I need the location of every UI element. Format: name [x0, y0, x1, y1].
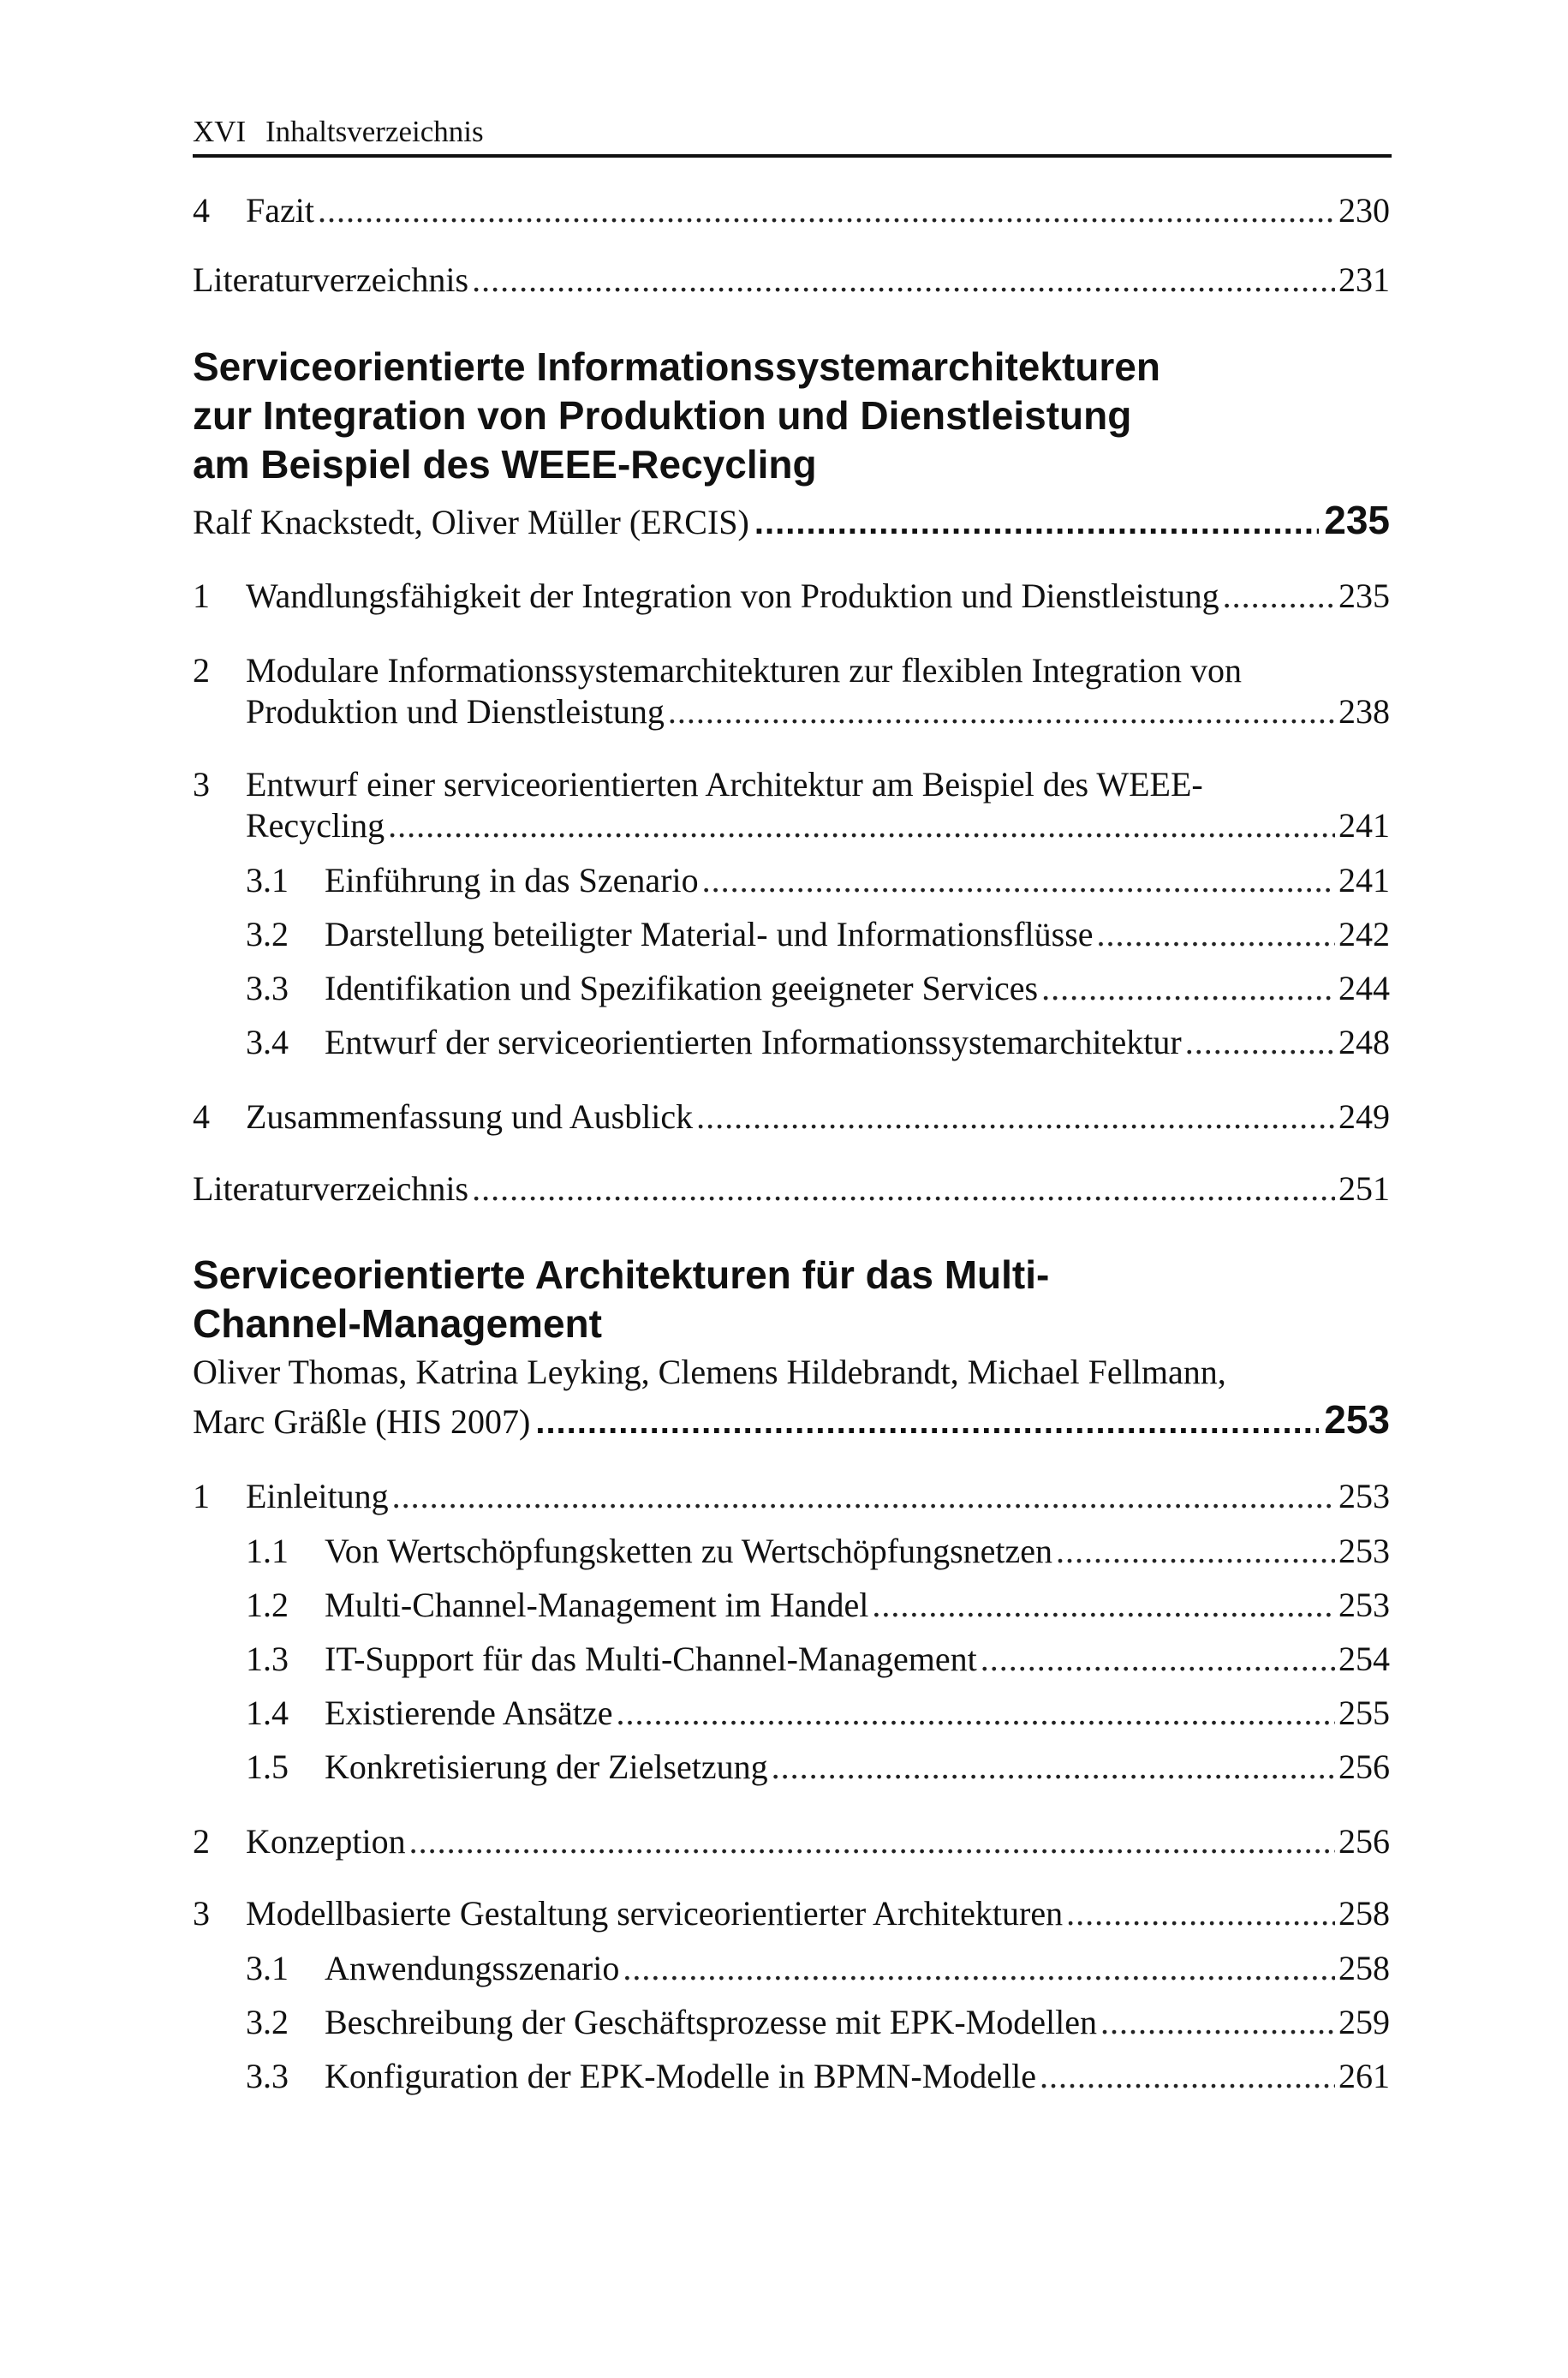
chapter-title-line: zur Integration von Produktion und Dienstleistung	[193, 393, 1132, 438]
leader-dots	[535, 1403, 1319, 1442]
entry-page: 256	[1338, 1822, 1390, 1861]
leader-dots	[872, 1585, 1335, 1626]
entry-number: 3.3	[246, 2057, 289, 2095]
entry-number: 3.2	[246, 915, 289, 953]
chapter-title-line: Channel-Management	[193, 1301, 602, 1346]
entry-page: 244	[1338, 969, 1390, 1007]
entry-page: 248	[1338, 1023, 1390, 1061]
toc-entry[interactable]	[193, 1476, 1390, 1517]
entry-title: Multi-Channel-Management im Handel	[325, 1586, 869, 1624]
entry-page: 230	[1338, 191, 1390, 230]
entry-page: 255	[1338, 1694, 1390, 1732]
entry-title: IT-Support für das Multi-Channel-Management	[325, 1640, 977, 1678]
chapter-authors-line: Oliver Thomas, Katrina Leyking, Clemens Hildebrandt, Michael Fellmann,	[193, 1353, 1226, 1391]
entry-page: 258	[1338, 1894, 1390, 1933]
toc-entry[interactable]	[193, 1168, 1390, 1210]
entry-page: 253	[1338, 1477, 1390, 1515]
leader-dots	[981, 1639, 1335, 1680]
leader-dots	[1040, 2056, 1335, 2097]
toc-subentry[interactable]	[246, 914, 1390, 955]
entry-page: 241	[1338, 861, 1390, 899]
entry-number: 2	[193, 651, 210, 690]
entry-title: Existierende Ansätze	[325, 1694, 613, 1732]
toc-subentry[interactable]	[246, 1693, 1390, 1734]
leader-dots	[754, 504, 1319, 542]
leader-dots	[318, 190, 1335, 231]
entry-page: 241	[1338, 806, 1390, 845]
toc-subentry[interactable]	[246, 968, 1390, 1009]
entry-number: 3.2	[246, 2003, 289, 2041]
entry-page: 259	[1338, 2003, 1390, 2041]
entry-page: 238	[1338, 692, 1390, 731]
entry-title: Modellbasierte Gestaltung serviceorientierter Architekturen	[246, 1894, 1064, 1933]
entry-title: Literaturverzeichnis	[193, 260, 469, 299]
entry-title: Einleitung	[246, 1477, 389, 1515]
entry-title: Einführung in das Szenario	[325, 861, 699, 899]
entry-title: Anwendungsszenario	[325, 1949, 620, 1987]
entry-page: 249	[1338, 1097, 1390, 1136]
entry-title: Produktion und Dienstleistung	[246, 692, 665, 731]
toc-subentry[interactable]	[246, 2056, 1390, 2097]
entry-title: Von Wertschöpfungsketten zu Wertschöpfungsnetzen	[325, 1532, 1053, 1570]
chapter-title-line: Serviceorientierte Informationssystemarchitekturen	[193, 344, 1160, 389]
entry-number: 3.3	[246, 969, 289, 1007]
entry-page: 251	[1338, 1169, 1390, 1208]
toc-entry[interactable]	[193, 576, 1390, 617]
toc-subentry[interactable]	[246, 1639, 1390, 1680]
chapter-page: 235	[1324, 498, 1390, 542]
entry-page: 231	[1338, 260, 1390, 299]
entry-page: 253	[1338, 1532, 1390, 1570]
authors-text: Marc Gräßle (HIS 2007)	[193, 1402, 531, 1441]
leader-dots	[1056, 1531, 1335, 1572]
entry-title: Beschreibung der Geschäftsprozesse mit EPK-Modellen	[325, 2003, 1097, 2041]
authors-text: Ralf Knackstedt, Oliver Müller (ERCIS)	[193, 503, 749, 541]
toc-subentry[interactable]	[246, 1747, 1390, 1788]
entry-title: Recycling	[246, 806, 385, 845]
leader-dots	[409, 1821, 1335, 1862]
leader-dots	[772, 1747, 1335, 1788]
entry-number: 1.2	[246, 1586, 289, 1624]
entry-number: 1.4	[246, 1694, 289, 1732]
leader-dots	[472, 260, 1335, 301]
leader-dots	[392, 1476, 1335, 1517]
entry-title-first-line: Entwurf einer serviceorientierten Architektur am Beispiel des WEEE-	[246, 765, 1203, 804]
toc-subentry[interactable]	[246, 1948, 1390, 1989]
entry-page: 254	[1338, 1640, 1390, 1678]
entry-page: 261	[1338, 2057, 1390, 2095]
leader-dots	[1223, 576, 1335, 617]
toc-entry[interactable]	[246, 805, 1390, 846]
toc-subentry[interactable]	[246, 860, 1390, 901]
toc-entry-first-line[interactable]	[193, 764, 1390, 805]
leader-dots	[702, 860, 1335, 901]
entry-number: 3.4	[246, 1023, 289, 1061]
chapter-title[interactable]	[193, 1251, 1392, 1348]
chapter-title[interactable]	[193, 343, 1392, 489]
toc-entry[interactable]	[246, 691, 1390, 732]
page-number-roman: XVI	[193, 115, 247, 148]
leader-dots	[696, 1096, 1335, 1138]
entry-page: 256	[1338, 1748, 1390, 1786]
leader-dots	[617, 1693, 1335, 1734]
entry-number: 1	[193, 577, 210, 615]
entry-title: Darstellung beteiligter Material- und Informationsflüsse	[325, 915, 1094, 953]
entry-number: 1.5	[246, 1748, 289, 1786]
chapter-page: 253	[1324, 1397, 1390, 1442]
leader-dots	[472, 1168, 1335, 1210]
leader-dots	[388, 805, 1335, 846]
leader-dots	[623, 1948, 1335, 1989]
entry-number: 1	[193, 1477, 210, 1515]
chapter-authors	[193, 497, 1390, 543]
running-title: Inhaltsverzeichnis	[265, 115, 484, 148]
entry-number: 4	[193, 1097, 210, 1136]
toc-entry-first-line[interactable]	[193, 650, 1390, 691]
entry-number: 1.3	[246, 1640, 289, 1678]
entry-page: 235	[1338, 577, 1390, 615]
entry-number: 2	[193, 1822, 210, 1861]
entry-title: Literaturverzeichnis	[193, 1169, 469, 1208]
entry-title: Entwurf der serviceorientierten Informationssystemarchitektur	[325, 1023, 1182, 1061]
entry-title-first-line: Modulare Informationssystemarchitekturen zur flexiblen Integration von	[246, 651, 1242, 690]
leader-dots	[668, 691, 1335, 732]
toc-entry[interactable]	[193, 1893, 1390, 1934]
entry-title: Identifikation und Spezifikation geeigneter Services	[325, 969, 1039, 1007]
leader-dots	[1185, 1022, 1335, 1063]
toc-entry[interactable]	[193, 190, 1390, 231]
toc-entry[interactable]	[193, 1096, 1390, 1138]
entry-page: 258	[1338, 1949, 1390, 1987]
toc-subentry[interactable]	[246, 2002, 1390, 2043]
entry-number: 3	[193, 1894, 210, 1933]
toc-subentry[interactable]	[246, 1531, 1390, 1572]
entry-title: Konkretisierung der Zielsetzung	[325, 1748, 768, 1786]
toc-subentry[interactable]	[246, 1585, 1390, 1626]
entry-title: Fazit	[246, 191, 314, 230]
leader-dots	[1066, 1893, 1335, 1934]
entry-number: 3.1	[246, 1949, 289, 1987]
leader-dots	[1097, 914, 1335, 955]
entry-number: 3	[193, 765, 210, 804]
entry-title: Konfiguration der EPK-Modelle in BPMN-Modelle	[325, 2057, 1036, 2095]
entry-page: 253	[1338, 1586, 1390, 1624]
entry-title: Wandlungsfähigkeit der Integration von Produktion und Dienstleistung	[246, 577, 1219, 615]
entry-number: 3.1	[246, 861, 289, 899]
leader-dots	[1100, 2002, 1335, 2043]
toc-subentry[interactable]	[246, 1022, 1390, 1063]
chapter-title-line: Serviceorientierte Architekturen für das Multi-	[193, 1252, 1050, 1297]
entry-number: 1.1	[246, 1532, 289, 1570]
entry-title: Zusammenfassung und Ausblick	[246, 1097, 694, 1136]
entry-number: 4	[193, 191, 210, 230]
leader-dots	[1041, 968, 1335, 1009]
entry-title: Konzeption	[246, 1822, 406, 1861]
entry-page: 242	[1338, 915, 1390, 953]
toc-entry[interactable]	[193, 1821, 1390, 1862]
chapter-authors	[193, 1396, 1390, 1443]
page-header	[193, 110, 1392, 158]
chapter-title-line: am Beispiel des WEEE-Recycling	[193, 442, 817, 487]
toc-entry[interactable]	[193, 260, 1390, 301]
